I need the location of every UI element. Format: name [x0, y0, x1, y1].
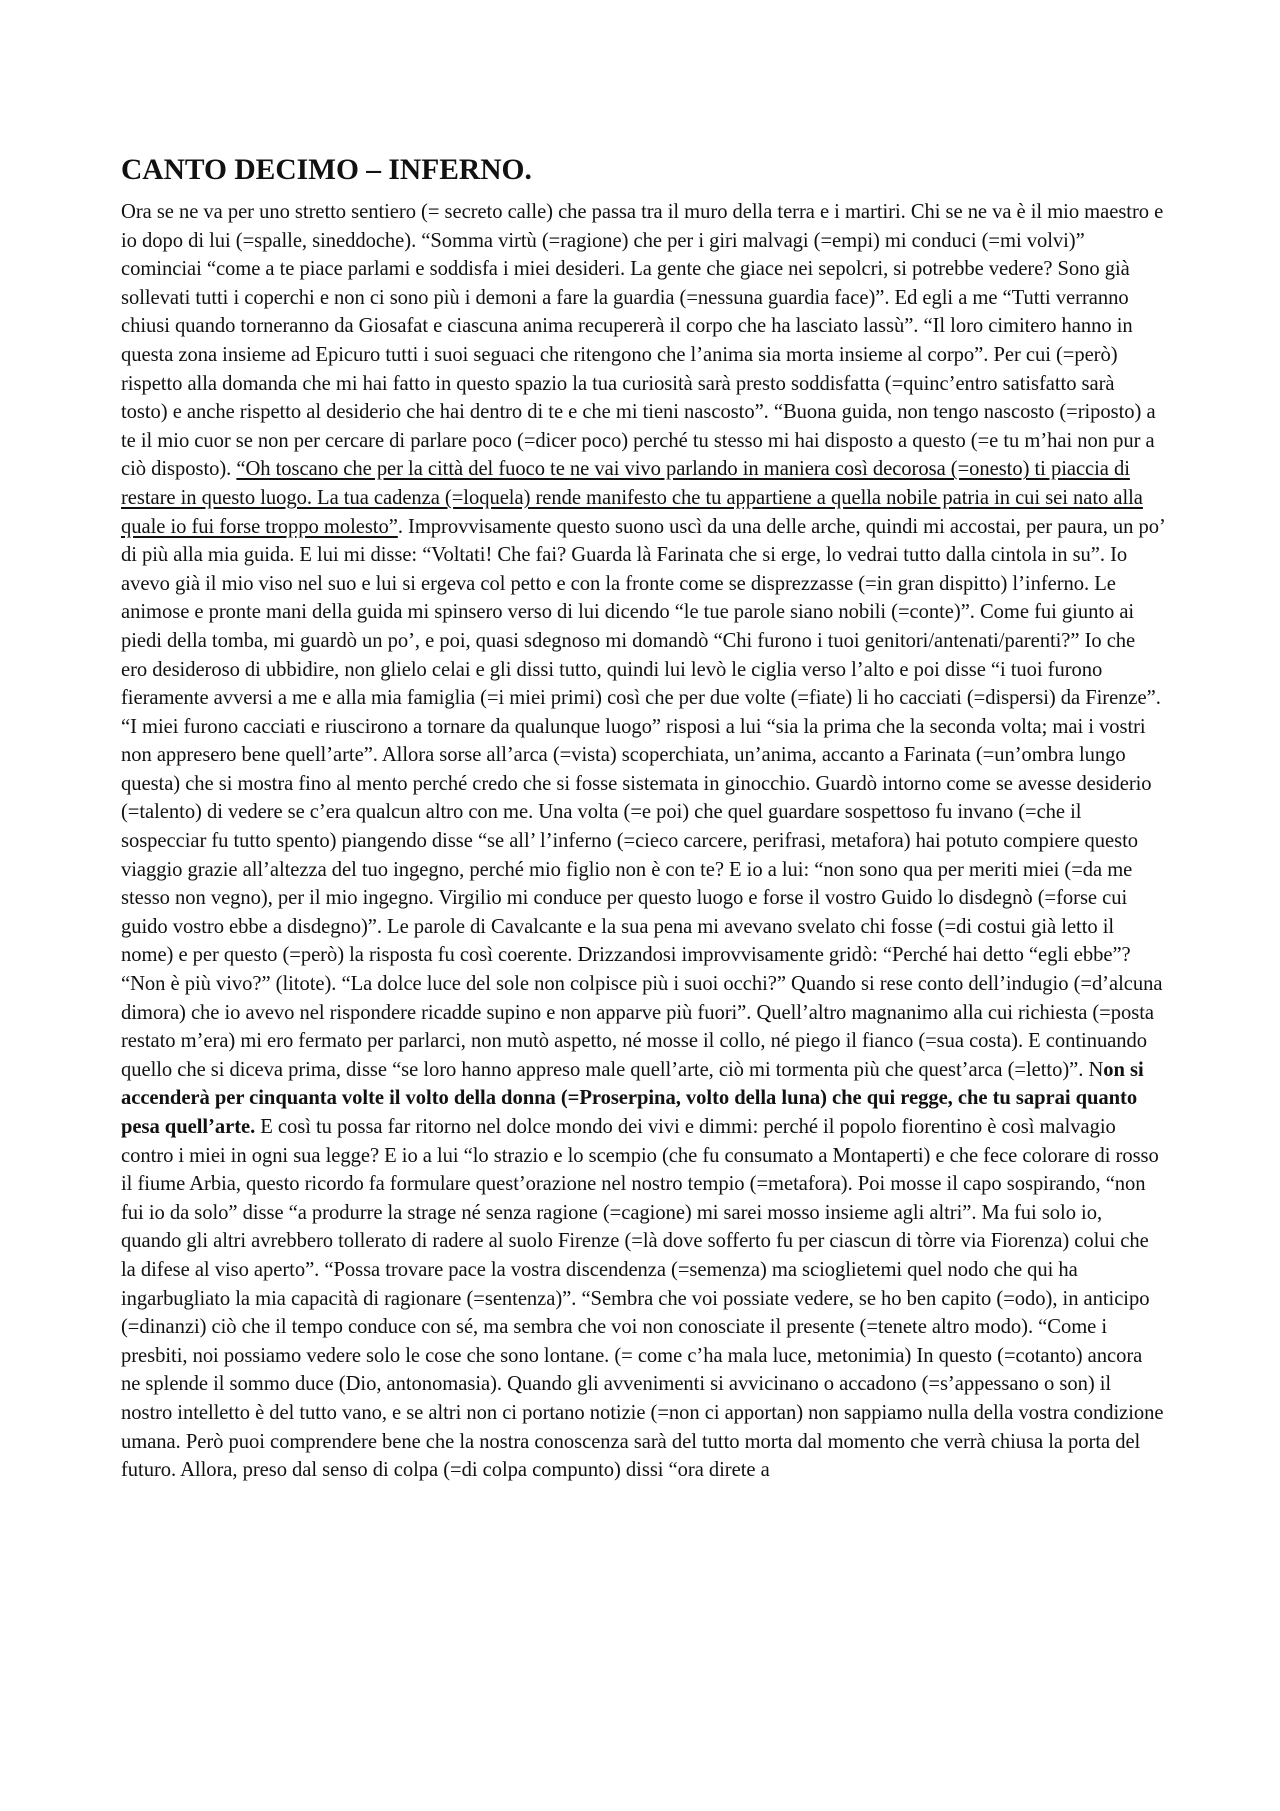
paragraph-text-part-2: . Improvvisamente questo suono uscì da una delle arche, quindi mi accostai, per paura, un po’ di più alla mia guida. E lui mi disse: “Voltati! Che fai? Guarda là Farinata che si erge, lo vedrai tutto dalla cintola in su”. Io avevo già il mio viso nel suo e lui si ergeva col petto e con la fronte come se disprezzasse (=in gran dispitto) l’inferno. Le animose e pronte mani della guida mi spinsero verso di lui dicendo “le tue parole siano nobili (=conte)”. Come fui giunto ai piedi della tomba, mi guardò un po’, e poi, quasi sdegnoso mi domandò “Chi furono i tuoi genitori/antenati/parenti?” Io che ero desideroso di ubbidire, non glielo celai e gli dissi tutto, quindi lui levò le ciglia verso l’alto e poi disse “i tuoi furono fieramente avversi a me e alla mia famiglia (=i miei primi) così che per due volte (=fiate) li ho cacciati (=dispersi) da Firenze”. “I miei furono cacciati e riuscirono a tornare da qualunque luogo” risposi a lui “sia la prima che la seconda volta; mai i vostri non appresero bene quell’arte”. Allora sorse all’arca (=vista) scoperchiata, un’anima, accanto a Farinata (=un’ombra lungo questa) che si mostra fino al mento perché credo che si fosse sistemata in ginocchio. Guardò intorno come se avesse desiderio (=talento) di vedere se c’era qualcun altro con me. Una volta (=e poi) che quel guardare sospettoso fu invano (=che il sospecciar fu tutto spento) piangendo disse “se all’ l’inferno (=cieco carcere, perifrasi, metafora) hai potuto compiere questo viaggio grazie all’altezza del tuo ingegno, perché mio figlio non è con te? E io a lui: “non sono qua per meriti miei (=da me stesso non vegno), per il mio ingegno. Virgilio mi conduce per questo luogo e forse il vostro Guido lo disdegnò (=forse cui guido vostro ebbe a disdegno)”. Le parole di Cavalcante e la sua pena mi avevano svelato chi fosse (=di costui già letto il nome) e per questo (=però) la risposta fu così coerente. Drizzandosi improvvisamente gridò: “Perché hai detto “egli ebbe”? “Non è più vivo?” (litote). “La dolce luce del sole non colpisce più i suoi occhi?” Quando si rese conto dell’indugio (=d’alcuna dimora) che io avevo nel rispondere ricadde supino e non apparve più fuori”. Quell’altro magnanimo alla cui richiesta (=posta restato m’era) mi ero fermato per parlarci, non mutò aspetto, né mosse il collo, né piego il fianco (=sua costa). E continuando quello che si diceva prima, disse “se loro hanno appreso male quell’arte, ciò mi tormenta più che quest’arca (=letto)”. N [121, 515, 1165, 1081]
underlined-passage: “Oh toscano che per la città del fuoco te ne vai vivo parlando in maniera così decorosa (=onesto) ti piaccia di restare in questo luogo. La tua cadenza (=loquela) rende manifesto che tu appartiene a quella nobile patria in cui sei nato alla quale io fui forse troppo molesto” [121, 458, 1143, 538]
paragraph-text-part-3: E così tu possa far ritorno nel dolce mondo dei vivi e dimmi: perché il popolo fiorentino è così malvagio contro i miei in ogni sua legge? E io a lui “lo strazio e lo scempio (che fu consumato a Montaperti) e che fece colorare di rosso il fiume Arbia, questo ricordo fa formulare quest’orazione nel nostro tempio (=metafora). Poi mosse il capo sospirando, “non fui io da solo” disse “a produrre la strage né senza ragione (=cagione) mi sarei mosso insieme agli altri”. Ma fui solo io, quando gli altri avrebbero tollerato di radere al suolo Firenze (=là dove sofferto fu per ciascun di tòrre via Fiorenza) colui che la difese al viso aperto”. “Possa trovare pace la vostra discendenza (=semenza) ma scioglietemi quel nodo che qui ha ingarbugliato la mia capacità di ragionare (=sentenza)”. “Sembra che voi possiate vedere, se ho ben capito (=odo), in anticipo (=dinanzi) ciò che il tempo conduce con sé, ma sembra che voi non conosciate il presente (=tenete altro modo). “Come i presbiti, noi possiamo vedere solo le cose che sono lontane. (= come c’ha mala luce, metonimia) In questo (=cotanto) ancora ne splende il sommo duce (Dio, antonomasia). Quando gli avvenimenti si avvicinano o accadono (=s’appessano o son) il nostro intelletto è del tutto vano, e se altri non ci portano notizie (=non ci apportan) non sappiamo nulla della vostra condizione umana. Però puoi comprendere bene che la nostra conoscenza sarà del tutto morta dal momento che verrà chiusa la porta del futuro. Allora, preso dal senso di colpa (=di colpa compunto) dissi “ora direte a [121, 1116, 1164, 1482]
paragraph-text-part-1: Ora se ne va per uno stretto sentiero (= secreto calle) che passa tra il muro della terra e i martiri. Chi se ne va è il mio maestro e io dopo di lui (=spalle, sineddoche). “Somma virtù (=ragione) che per i giri malvagi (=empi) mi conduci (=mi volvi)” cominciai “come a te piace parlami e soddisfa i miei desideri. La gente che giace nei sepolcri, si potrebbe vedere? Sono già sollevati tutti i coperchi e non ci sono più i demoni a fare la guardia (=nessuna guardia face)”. Ed egli a me “Tutti verranno chiusi quando torneranno da Giosafat e ciascuna anima recupererà il corpo che ha lasciato lassù”. “Il loro cimitero hanno in questa zona insieme ad Epicuro tutti i suoi seguaci che ritengono che l’anima sia morta insieme al corpo”. Per cui (=però) rispetto alla domanda che mi hai fatto in questo spazio la tua curiosità sarà presto soddisfatta (=quinc’entro satisfatto sarà tosto) e anche rispetto al desiderio che hai dentro di te e che mi tieni nascosto”. “Buona guida, non tengo nascosto (=riposto) a te il mio cuor se non per cercare di parlare poco (=dicer poco) perché tu stesso mi hai disposto a questo (=e tu m’hai non pur a ciò disposto). [121, 201, 1164, 481]
bold-passage: on si accenderà per cinquanta volte il volto della donna (=Proserpina, volto della luna) che qui regge, che tu saprai quanto pesa quell’arte. [121, 1058, 1144, 1138]
document-title: CANTO DECIMO – INFERNO. [121, 154, 532, 186]
body-paragraph [121, 198, 1166, 1485]
document-page [121, 152, 1166, 1485]
